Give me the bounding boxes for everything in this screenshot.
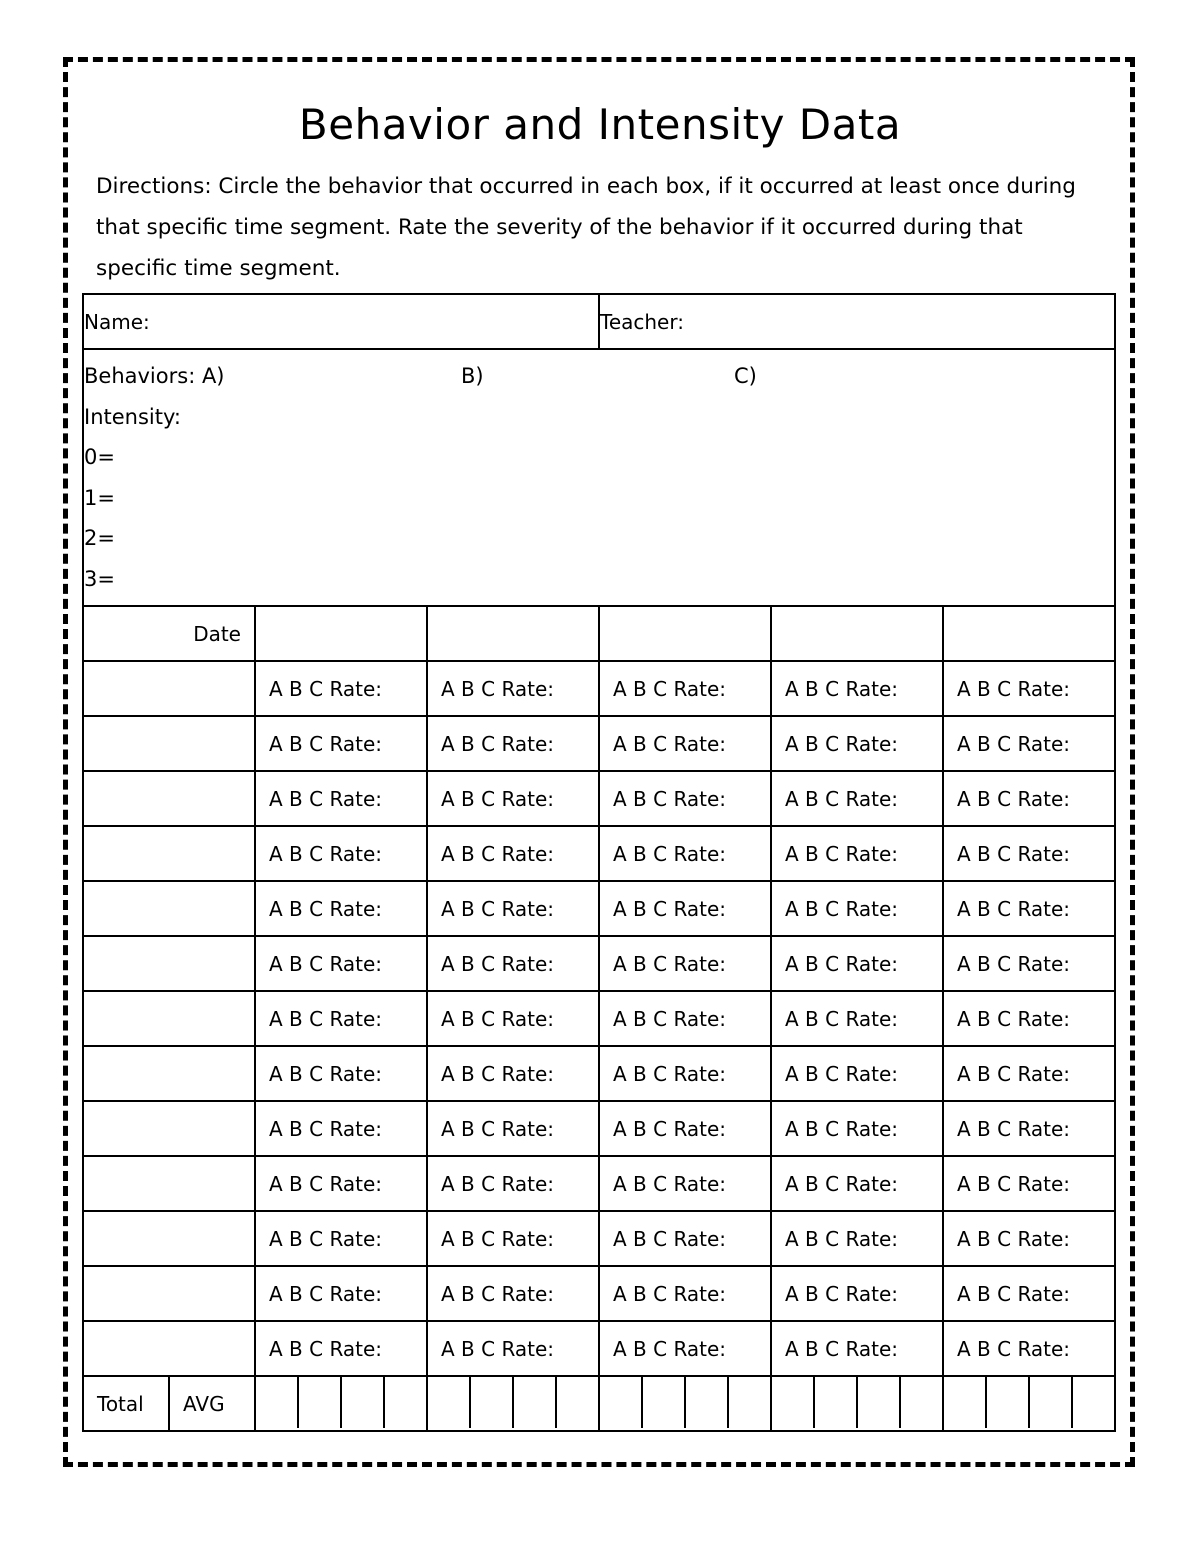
behavior-rate-cell[interactable]: A B C Rate:: [599, 881, 771, 936]
time-segment-cell[interactable]: [83, 1211, 255, 1266]
behavior-rate-cell[interactable]: A B C Rate:: [771, 936, 943, 991]
table-row: [83, 1321, 1115, 1376]
behavior-rate-cell[interactable]: A B C Rate:: [771, 1211, 943, 1266]
behavior-rate-cell[interactable]: A B C Rate:: [943, 936, 1115, 991]
intensity-level: 0=: [84, 445, 115, 469]
date-cell[interactable]: [255, 606, 427, 661]
behavior-rate-cell[interactable]: A B C Rate:: [599, 991, 771, 1046]
behavior-rate-cell[interactable]: A B C Rate:: [771, 881, 943, 936]
time-segment-cell[interactable]: [83, 991, 255, 1046]
behavior-rate-cell[interactable]: A B C Rate:: [943, 1266, 1115, 1321]
date-cell[interactable]: [599, 606, 771, 661]
time-segment-cell[interactable]: [83, 716, 255, 771]
intensity-level: 1=: [84, 485, 115, 510]
table-row: [83, 936, 1115, 991]
behavior-rate-cell[interactable]: A B C Rate:: [427, 881, 599, 936]
total-cell[interactable]: [599, 1376, 771, 1431]
behavior-rate-cell[interactable]: A B C Rate:: [255, 1156, 427, 1211]
behavior-rate-cell[interactable]: A B C Rate:: [771, 1266, 943, 1321]
behavior-rate-cell[interactable]: A B C Rate:: [599, 1101, 771, 1156]
teacher-label: Teacher:: [600, 309, 684, 334]
time-segment-cell[interactable]: [83, 881, 255, 936]
behaviors-label: Behaviors: A): [84, 364, 225, 388]
behavior-rate-cell[interactable]: A B C Rate:: [599, 771, 771, 826]
behavior-rate-cell[interactable]: A B C Rate:: [943, 881, 1115, 936]
behavior-b-label: B): [461, 364, 484, 388]
time-segment-cell[interactable]: [83, 1156, 255, 1211]
table-row: [83, 1101, 1115, 1156]
total-cell[interactable]: [943, 1376, 1115, 1431]
table-row: [83, 1156, 1115, 1211]
data-sheet-table: [82, 293, 1116, 1432]
behavior-rate-cell[interactable]: A B C Rate:: [255, 991, 427, 1046]
behavior-rate-cell[interactable]: A B C Rate:: [427, 1266, 599, 1321]
behavior-rate-cell[interactable]: A B C Rate:: [943, 1046, 1115, 1101]
behavior-rate-cell[interactable]: A B C Rate:: [255, 1266, 427, 1321]
behavior-rate-cell[interactable]: A B C Rate:: [771, 991, 943, 1046]
behavior-rate-cell[interactable]: A B C Rate:: [427, 936, 599, 991]
behavior-rate-cell[interactable]: A B C Rate:: [427, 1156, 599, 1211]
behavior-rate-cell[interactable]: A B C Rate:: [255, 1101, 427, 1156]
total-cell[interactable]: [771, 1376, 943, 1431]
behavior-rate-cell[interactable]: A B C Rate:: [427, 716, 599, 771]
behavior-rate-cell[interactable]: A B C Rate:: [255, 1321, 427, 1376]
page-title: Behavior and Intensity Data: [298, 100, 902, 149]
behavior-rate-cell[interactable]: A B C Rate:: [427, 1046, 599, 1101]
total-cell[interactable]: [255, 1376, 427, 1431]
time-segment-cell[interactable]: [83, 771, 255, 826]
behavior-rate-cell[interactable]: A B C Rate:: [771, 1321, 943, 1376]
table-row: [83, 991, 1115, 1046]
behavior-rate-cell[interactable]: A B C Rate:: [255, 936, 427, 991]
behavior-rate-cell[interactable]: A B C Rate:: [599, 1266, 771, 1321]
name-label: Name:: [84, 309, 150, 334]
behavior-rate-cell[interactable]: A B C Rate:: [943, 1101, 1115, 1156]
behavior-rate-cell[interactable]: A B C Rate:: [599, 936, 771, 991]
table-row: [83, 1211, 1115, 1266]
behavior-rate-cell[interactable]: A B C Rate:: [255, 826, 427, 881]
time-segment-cell[interactable]: [83, 1046, 255, 1101]
behavior-rate-cell[interactable]: A B C Rate:: [943, 771, 1115, 826]
table-row: [83, 771, 1115, 826]
table-row: [83, 881, 1115, 936]
behavior-rate-cell[interactable]: A B C Rate:: [599, 661, 771, 716]
behavior-rate-cell[interactable]: A B C Rate:: [771, 1046, 943, 1101]
behavior-rate-cell[interactable]: A B C Rate:: [943, 1156, 1115, 1211]
behavior-rate-cell[interactable]: A B C Rate:: [943, 716, 1115, 771]
behavior-rate-cell[interactable]: A B C Rate:: [943, 991, 1115, 1046]
behavior-rate-cell[interactable]: A B C Rate:: [599, 716, 771, 771]
behavior-rate-cell[interactable]: A B C Rate:: [771, 771, 943, 826]
teacher-field[interactable]: [599, 294, 1115, 349]
behavior-rate-cell[interactable]: A B C Rate:: [943, 1321, 1115, 1376]
behavior-rate-cell[interactable]: A B C Rate:: [427, 991, 599, 1046]
behavior-rate-cell[interactable]: A B C Rate:: [771, 1156, 943, 1211]
behavior-rate-cell[interactable]: A B C Rate:: [427, 1211, 599, 1266]
behavior-rate-cell[interactable]: A B C Rate:: [771, 661, 943, 716]
behavior-rate-cell[interactable]: A B C Rate:: [255, 771, 427, 826]
behavior-rate-cell[interactable]: A B C Rate:: [943, 826, 1115, 881]
date-cell[interactable]: [427, 606, 599, 661]
behaviors-section: [83, 349, 1115, 606]
behavior-rate-cell[interactable]: A B C Rate:: [255, 1046, 427, 1101]
date-cell[interactable]: [771, 606, 943, 661]
data-rows: [83, 661, 1115, 1376]
time-segment-cell[interactable]: [83, 661, 255, 716]
behavior-rate-cell[interactable]: A B C Rate:: [943, 1211, 1115, 1266]
behavior-rate-cell[interactable]: A B C Rate:: [255, 661, 427, 716]
behavior-rate-cell[interactable]: A B C Rate:: [427, 1321, 599, 1376]
behavior-rate-cell[interactable]: A B C Rate:: [255, 881, 427, 936]
behavior-rate-cell[interactable]: A B C Rate:: [427, 1101, 599, 1156]
time-segment-cell[interactable]: [83, 826, 255, 881]
behavior-rate-cell[interactable]: A B C Rate:: [427, 661, 599, 716]
table-row: [83, 1266, 1115, 1321]
behavior-rate-cell[interactable]: A B C Rate:: [771, 716, 943, 771]
table-row: [83, 661, 1115, 716]
time-segment-cell[interactable]: [83, 1266, 255, 1321]
behavior-rate-cell[interactable]: A B C Rate:: [255, 716, 427, 771]
total-label: Total: [83, 1376, 169, 1431]
table-row: [83, 716, 1115, 771]
name-field[interactable]: [83, 294, 599, 349]
table-row: [83, 826, 1115, 881]
table-row: [83, 1046, 1115, 1101]
time-segment-cell[interactable]: [83, 936, 255, 991]
intensity-level: 2=: [84, 526, 115, 550]
behavior-rate-cell[interactable]: A B C Rate:: [255, 1211, 427, 1266]
behavior-c-label: C): [734, 364, 757, 388]
directions-text: Directions: Circle the behavior that occurred in each box, if it occurred at least once during that specific time segment. Rate the severity of the behavior if it occurred during that specific time segment.: [96, 174, 1076, 281]
behavior-rate-cell[interactable]: A B C Rate:: [427, 826, 599, 881]
behavior-rate-cell[interactable]: A B C Rate:: [771, 826, 943, 881]
time-segment-cell[interactable]: [83, 1101, 255, 1156]
behavior-rate-cell[interactable]: A B C Rate:: [771, 1101, 943, 1156]
behavior-rate-cell[interactable]: A B C Rate:: [599, 826, 771, 881]
date-label: Date: [83, 606, 255, 661]
time-segment-cell[interactable]: [83, 1321, 255, 1376]
avg-label: AVG: [169, 1376, 255, 1431]
behavior-rate-cell[interactable]: A B C Rate:: [599, 1211, 771, 1266]
intensity-label: Intensity:: [84, 404, 181, 429]
intensity-level: 3=: [84, 566, 115, 591]
behavior-rate-cell[interactable]: A B C Rate:: [427, 771, 599, 826]
behavior-rate-cell[interactable]: A B C Rate:: [599, 1156, 771, 1211]
date-cell[interactable]: [943, 606, 1115, 661]
behavior-rate-cell[interactable]: A B C Rate:: [599, 1046, 771, 1101]
total-cell[interactable]: [427, 1376, 599, 1431]
behavior-rate-cell[interactable]: A B C Rate:: [943, 661, 1115, 716]
behavior-rate-cell[interactable]: A B C Rate:: [599, 1321, 771, 1376]
